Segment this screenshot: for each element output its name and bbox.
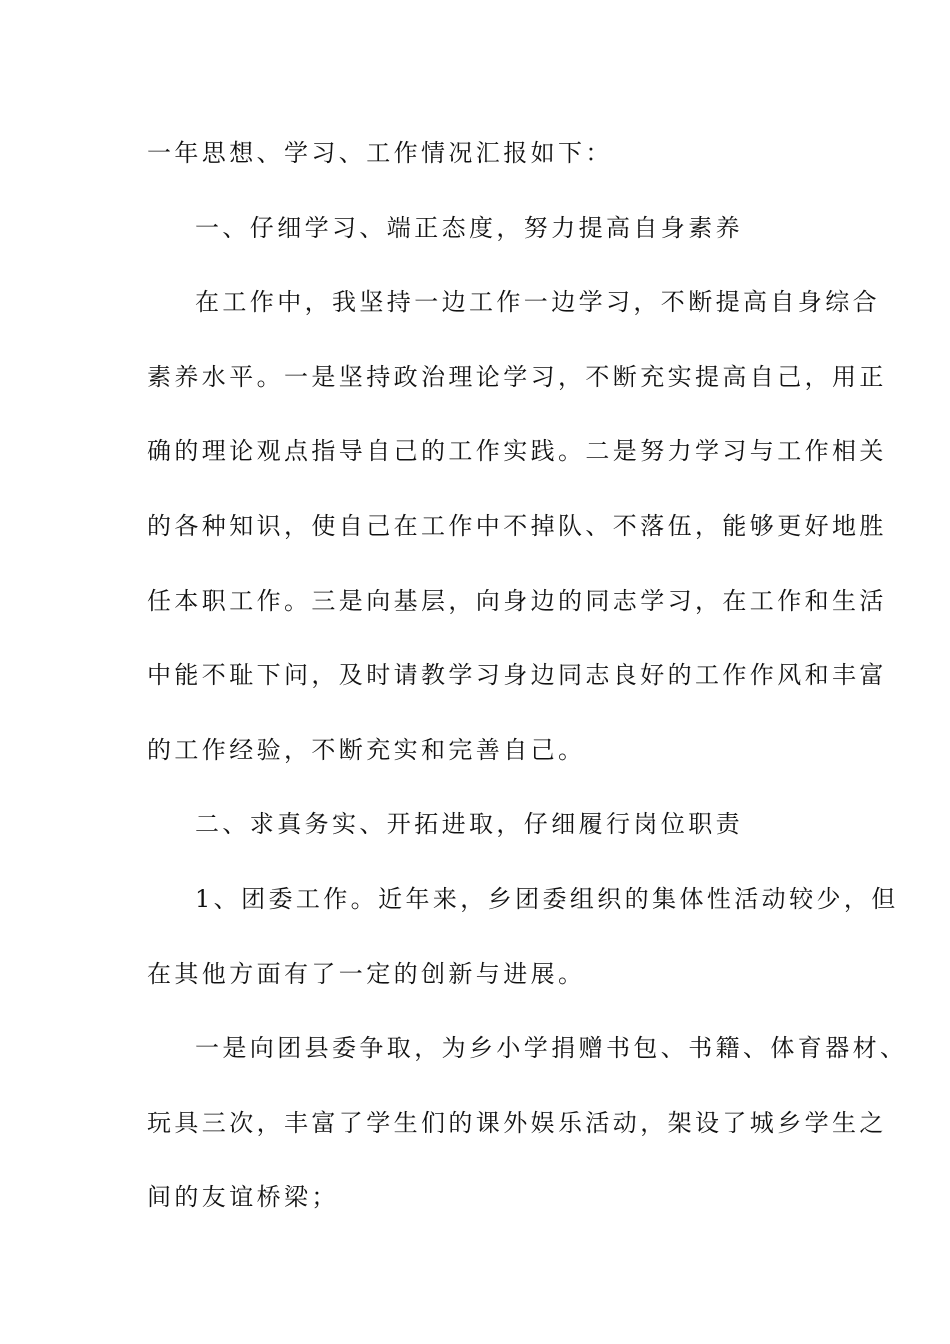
- paragraph-line: 中能不耻下问，及时请教学习身边同志良好的工作作风和丰富: [147, 661, 887, 690]
- paragraph-line: 在其他方面有了一定的创新与进展。: [147, 959, 586, 988]
- section-heading-1: 一、仔细学习、端正态度，努力提高自身素养: [195, 213, 743, 242]
- paragraph-line: 素养水平。一是坚持政治理论学习，不断充实提高自己，用正: [147, 362, 887, 391]
- paragraph-line: 玩具三次，丰富了学生们的课外娱乐活动，架设了城乡学生之: [147, 1108, 887, 1137]
- paragraph-line: 间的友谊桥梁；: [147, 1183, 339, 1212]
- paragraph-line: 确的理论观点指导自己的工作实践。二是努力学习与工作相关: [147, 437, 887, 466]
- document-body: [147, 135, 908, 1254]
- paragraph-line: 在工作中，我坚持一边工作一边学习，不断提高自身综合: [195, 288, 880, 317]
- paragraph-line: 的各种知识，使自己在工作中不掉队、不落伍，能够更好地胜: [147, 511, 887, 540]
- report-intro-line: 一年思想、学习、工作情况汇报如下：: [147, 139, 613, 167]
- section-heading-2: 二、求真务实、开拓进取，仔细履行岗位职责: [195, 810, 743, 839]
- paragraph-line: 的工作经验，不断充实和完善自己。: [147, 735, 586, 764]
- paragraph-line: 任本职工作。三是向基层，向身边的同志学习，在工作和生活: [147, 586, 887, 615]
- paragraph-line: 一是向团县委争取，为乡小学捐赠书包、书籍、体育器材、: [195, 1034, 908, 1063]
- paragraph-line: 1、团委工作。近年来，乡团委组织的集体性活动较少，但: [195, 884, 899, 913]
